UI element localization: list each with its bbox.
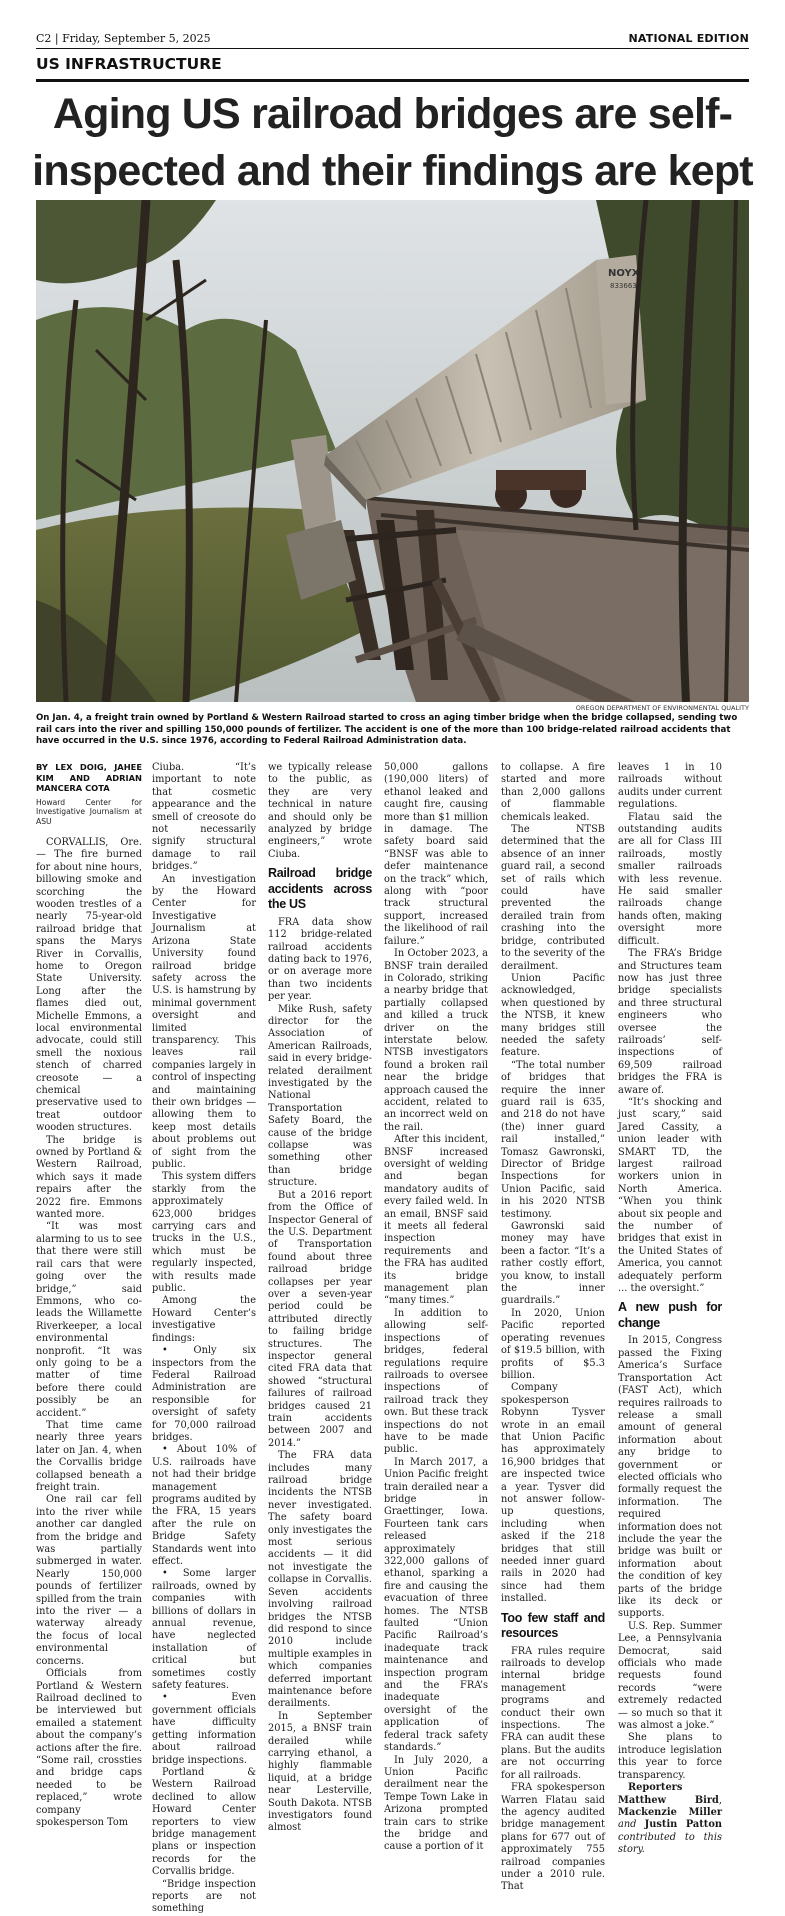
paragraph: “It was most alarming to us to see that there were still rail cars that were going over the bridge,” said Emmons, who co-leads the Willamette Riverkeeper, a local environmental nonprofit. “It was only going to be a matter of time before there could possibly be an accident.” xyxy=(36,1221,142,1419)
paragraph: In July 2020, a Union Pacific derailment near the Tempe Town Lake in Arizona prompted train cars to strike the bridge and cause a portion of it xyxy=(384,1754,488,1853)
paragraph: This system differs starkly from the approximately 623,000 bridges carrying cars and trucks in the U.S., which must be regularly inspected, with results made public. xyxy=(152,1171,256,1295)
paragraph: In 2020, Union Pacific reported operating revenues of $19.5 billion, with profits of $5.3 billion. xyxy=(501,1307,605,1381)
paragraph: FRA spokesperson Warren Flatau said the agency audited bridge management plans for 677 out of approximately 755 railroad companies under a 2010 rule. That xyxy=(501,1782,605,1893)
article-column-2 xyxy=(152,762,256,1916)
paragraph: Company spokesperson Robynn Tysver wrote in an email that Union Pacific has approximately 16,900 bridges that are inspected twice a year. Tysver did not answer follow-up questions, including when asked if the 218 bridges that still needed inner guard rails in 2020 had since had them installed. xyxy=(501,1382,605,1605)
masthead xyxy=(36,30,749,49)
contributor-tagline xyxy=(618,1782,722,1856)
contributor-name: Justin Patton xyxy=(644,1819,722,1831)
photo-caption: On Jan. 4, a freight train owned by Portland & Western Railroad started to cross an aging timber bridge when the bridge collapsed, sending two rail cars into the river and spilling 150,000 pounds of fertilizer. The accident is one of the more than 100 bridge-related railroad accidents that have occurred in the U.S. since 1976, according to Federal Railroad Administration data. xyxy=(36,713,738,746)
car-number: 833663 xyxy=(610,282,637,290)
paragraph: An investigation by the Howard Center for Investigative Journalism at Arizona State University found railroad bridge safety across the U.S. is hamstrung by minimal government oversight and limited transparency. This leaves rail companies largely in control of inspecting and maintaining their own bridges — allowing them to keep most details about problems out of sight from the public. xyxy=(152,873,256,1170)
paragraph: Officials from Portland & Western Railroad declined to be interviewed but emailed a statement about the company’s actions after the fire. “Some rail, crossties and bridge caps needed to be replaced,” wrote company spokesperson Tom xyxy=(36,1668,142,1828)
paragraph: Flatau said the outstanding audits are all for Class III railroads, mostly smaller railroads with less revenue. He said smaller railroads change hands often, making oversight more difficult. xyxy=(618,811,722,947)
derailment-photo xyxy=(36,200,749,702)
car-mark: NOYX xyxy=(608,268,640,279)
paragraph: leaves 1 in 10 railroads without audits under current regulations. xyxy=(618,762,722,811)
article-column-5 xyxy=(501,762,605,1894)
paragraph: U.S. Rep. Summer Lee, a Pennsylvania Democrat, said officials who made requests found records “were extremely redacted — so much so that it was almost a joke.” xyxy=(618,1620,722,1732)
paragraph: In 2015, Congress passed the Fixing America’s Surface Transportation Act (FAST Act), which requires railroads to release a small amount of general information about any bridge to government or elected officials who formally request the information. The required information does not include the year the bridge was built or information about the condition of key parts of the bridge like its deck or supports. xyxy=(618,1335,722,1620)
byline-affiliation: Howard Center for Investigative Journalism at ASU xyxy=(36,797,142,827)
paragraph: Portland & Western Railroad declined to allow Howard Center reporters to view bridge management plans or inspection records for the Corvallis bridge. xyxy=(152,1766,256,1878)
paragraph: The FRA’s Bridge and Structures team now has just three bridge specialists and three structural engineers who oversee the railroads’ self-inspections of 69,509 railroad bridges the FRA is aware of. xyxy=(618,948,722,1096)
paragraph: CORVALLIS, Ore. — The fire burned for about nine hours, billowing smoke and scorching the wooden trestles of a nearly 75-year-old railroad bridge that spans the Marys River in Corvallis, home to Oregon State University. Long after the flames died out, Michelle Emmons, a local environmental advocate, could still smell the noxious stench of charred creosote — a chemical preservative used to treat outdoor wooden structures. xyxy=(36,836,142,1134)
subhead-staff: Too few staff and resources xyxy=(501,1610,605,1641)
paragraph: The NTSB determined that the absence of an inner guard rail, a second set of rails which could have prevented the derailed train from crashing into the bridge, contributed to the severity of the derailment. xyxy=(501,824,605,972)
paragraph: Union Pacific acknowledged, when questioned by the NTSB, it knew many bridges still needed the safety feature. xyxy=(501,972,605,1059)
paragraph: 50,000 gallons (190,000 liters) of ethanol leaked and caught fire, causing more than $1 million in damage. The safety board said “BNSF was able to defer maintenance on the track” which, along with “poor track structural support, increased the likelihood of rail failure.” xyxy=(384,762,488,947)
contributor-name: Matthew Bird xyxy=(618,1794,719,1806)
paragraph: Gawronski said money may have been a factor. “It’s a rather costly effort, you know, to install the inner guardrails.” xyxy=(501,1221,605,1307)
page-date: C2 | Friday, September 5, 2025 xyxy=(36,32,211,45)
paragraph: FRA data show 112 bridge-related railroad accidents dating back to 1976, or on average more than two incidents per year. xyxy=(268,916,372,1003)
contributor-name: Mackenzie Miller xyxy=(618,1806,722,1818)
paragraph: “Bridge inspection reports are not something xyxy=(152,1878,256,1915)
article-column-4 xyxy=(384,762,488,1854)
article-column-3 xyxy=(268,762,372,1835)
paragraph: In October 2023, a BNSF train derailed in Colorado, striking a nearby bridge that partially collapsed and killed a truck driver on the interstate below. NTSB investigators found a broken rail near the bridge approach caused the accident, related to an incorrect weld on the rail. xyxy=(384,948,488,1133)
tagline-prefix: Reporters xyxy=(628,1782,683,1794)
paragraph: But a 2016 report from the Office of Inspector General of the U.S. Department of Transportation found about three railroad bridge collapses per year over a seven-year period could be attributed directly to failing bridge structures. The inspector general cited FRA data that showed “structural failures of railroad bridges caused 21 train accidents between 2007 and 2014.” xyxy=(268,1189,372,1449)
paragraph: In addition to allowing self-inspections of bridges, federal regulations require railroads to oversee inspections of railroad track they own. But these track inspections do not have to be made public. xyxy=(384,1307,488,1456)
bullet-item: • Some larger railroads, owned by companies with billions of dollars in annual revenue, have neglected installation of critical but sometimes costly safety features. xyxy=(152,1568,256,1692)
paragraph: Among the Howard Center’s investigative findings: xyxy=(152,1295,256,1344)
byline: BY LEX DOIG, JAHEE KIM AND ADRIAN MANCERA COTA xyxy=(36,762,142,793)
paragraph: That time came nearly three years later on Jan. 4, when the Corvallis bridge collapsed beneath a freight train. xyxy=(36,1419,142,1494)
paragraph: The bridge is owned by Portland & Western Railroad, which says it made repairs after the 2022 fire. Emmons wanted more. xyxy=(36,1134,142,1221)
paragraph: we typically release to the public, as they are very technical in nature and should only be analyzed by bridge engineers,” wrote Ciuba. xyxy=(268,762,372,860)
paragraph: Mike Rush, safety director for the Association of American Railroads, said in every bridge-related derailment investigated by the National Transportation Safety Board, the cause of the bridge collapse was something other than bridge structure. xyxy=(268,1003,372,1189)
paragraph: The FRA data includes many railroad bridge incidents the NTSB never investigated. The safety board only investigates the most serious accidents — it did not investigate the collapse in Corvallis. Seven accidents involving railroad bridges the NTSB did respond to since 2010 include multiple examples in which companies deferred important maintenance before derailments. xyxy=(268,1450,372,1710)
bullet-item: • Only six inspectors from the Federal Railroad Administration are responsible for oversight of safety for 70,000 railroad bridges. xyxy=(152,1345,256,1443)
headline: Aging US railroad bridges are self-inspected and their findings are kept xyxy=(32,90,753,195)
subhead-accidents: Railroad bridge accidents across the US xyxy=(268,866,372,912)
paragraph: FRA rules require railroads to develop internal bridge management programs and conduct their own inspections. The FRA can audit these plans. But the audits are not occurring for all railroads. xyxy=(501,1645,605,1781)
bullet-item: • About 10% of U.S. railroads have not had their bridge management programs audited by the FRA, 15 years after the rule on Bridge Safety Standards went into effect. xyxy=(152,1444,256,1567)
paragraph: “The total number of bridges that require the inner guard rail is 635, and 218 do not have (the) inner guard rail installed,” Tomasz Gawronski, Director of Bridge Inspections for Union Pacific, said in his 2020 NTSB testimony. xyxy=(501,1059,605,1220)
paragraph: to collapse. A fire started and more than 2,000 gallons of flammable chemicals leaked. xyxy=(501,762,605,823)
edition-label: NATIONAL EDITION xyxy=(628,32,749,45)
paragraph: She plans to introduce legislation this year to force transparency. xyxy=(618,1732,722,1781)
tagline-and: and xyxy=(618,1819,645,1831)
section-label: US INFRASTRUCTURE xyxy=(36,55,749,82)
paragraph: “It’s shocking and just scary,” said Jared Cassity, a union leader with SMART TD, the largest railroad workers union in North America. “When you think about six people and the number of bridges that exist in the United States of America, you cannot adequately perform ... the oversight.” xyxy=(618,1096,722,1295)
article-column-1 xyxy=(36,762,142,1829)
paragraph: In September 2015, a BNSF train derailed while carrying ethanol, a highly flammable liquid, at a bridge near Lesterville, South Dakota. NTSB investigators found almost xyxy=(268,1710,372,1834)
article-column-6 xyxy=(618,762,722,1857)
paragraph: Ciuba. “It’s important to note that cosmetic appearance and the smell of creosote do not necessarily signify structural damage to rail bridges.” xyxy=(152,762,256,873)
paragraph: In March 2017, a Union Pacific freight train derailed near a bridge in Graettinger, Iowa. Fourteen tank cars released approximately 322,000 gallons of ethanol, sparking a fire and causing the evacuation of three homes. The NTSB faulted “Union Pacific Railroad’s inadequate track maintenance and inspection program and the FRA’s inadequate oversight of the application of federal track safety standards.” xyxy=(384,1456,488,1754)
paragraph: One rail car fell into the river while another car dangled from the bridge and was partially submerged in water. Nearly 150,000 pounds of fertilizer spilled from the train into the river — a waterway already the focus of local environmental concerns. xyxy=(36,1494,142,1667)
tagline-suffix: contributed to this story. xyxy=(618,1831,722,1856)
paragraph: After this incident, BNSF increased oversight of welding and began mandatory audits of every failed weld. In an email, BNSF said it meets all federal inspection requirements and the FRA has audited its bridge management plan “many times.” xyxy=(384,1134,488,1307)
photo-credit: OREGON DEPARTMENT OF ENVIRONMENTAL QUALITY xyxy=(575,704,749,712)
bullet-item: • Even government officials have difficulty getting information about railroad bridge inspections. xyxy=(152,1692,256,1766)
subhead-change: A new push for change xyxy=(618,1300,722,1330)
tagline-separator: , xyxy=(718,1794,722,1806)
